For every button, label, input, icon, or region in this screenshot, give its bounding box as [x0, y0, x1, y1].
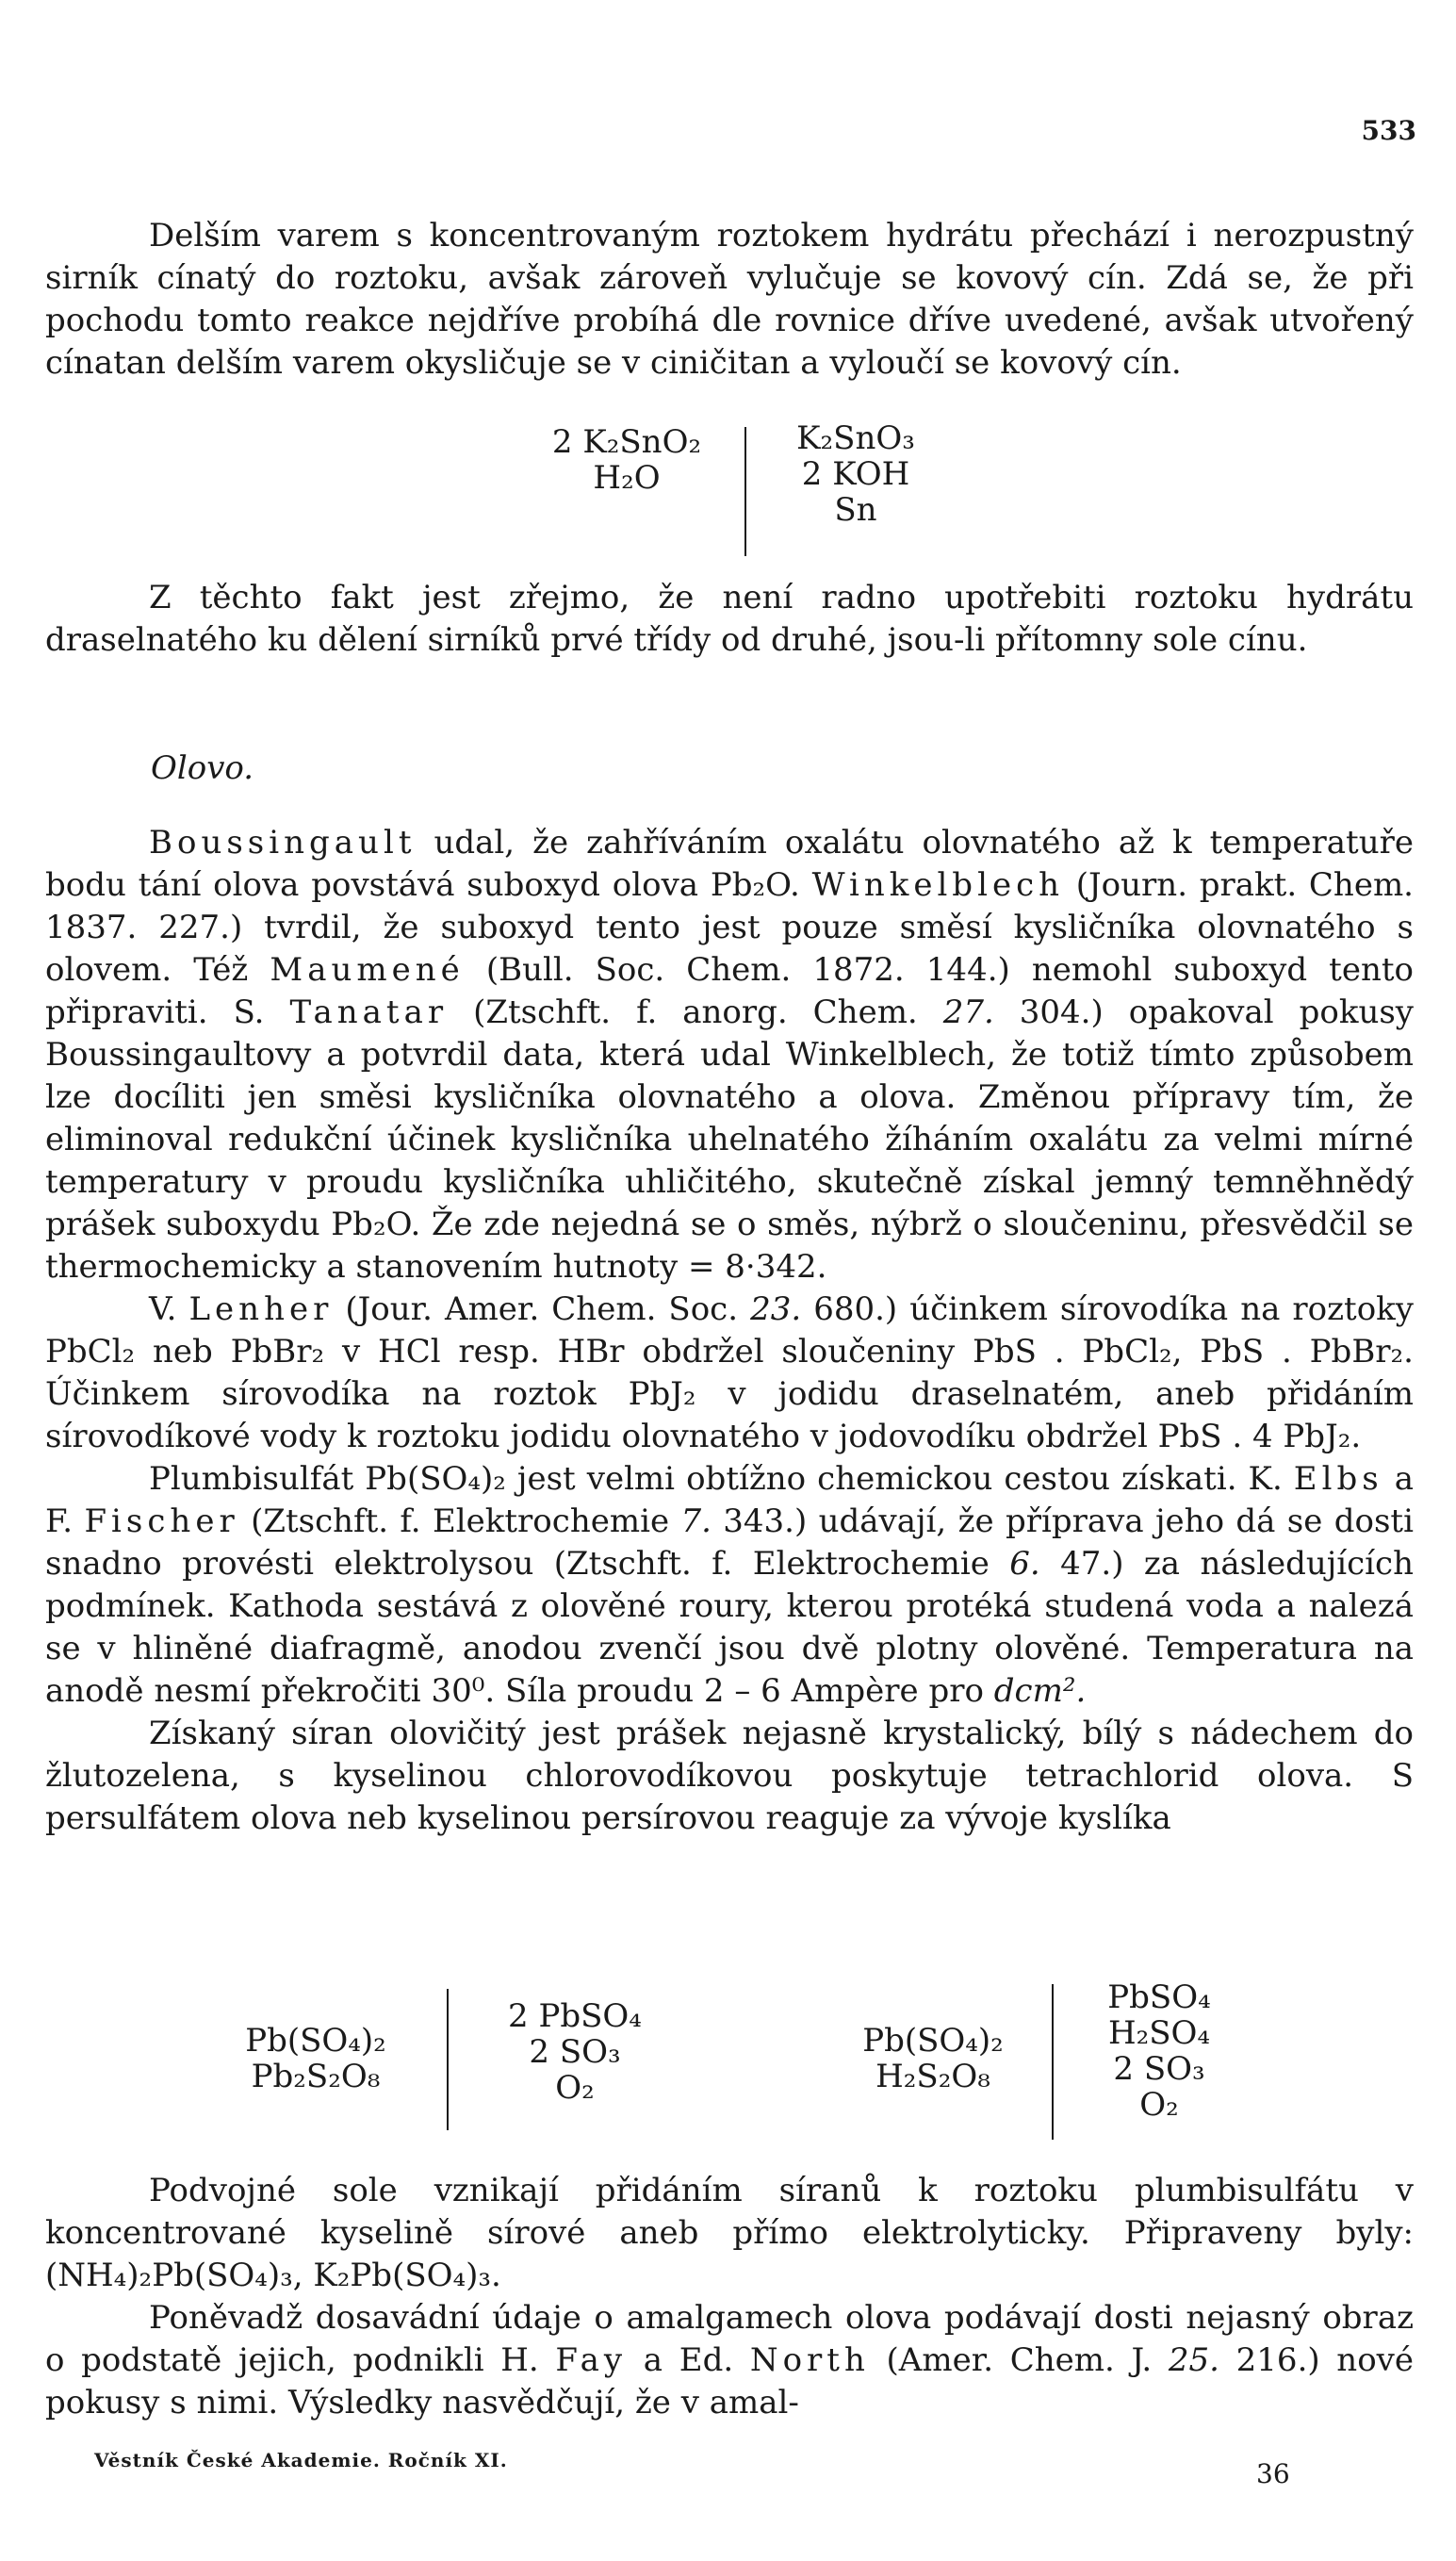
text-block-2 [45, 577, 1414, 662]
paragraph-text: Poněvadž dosavádní údaje o amalgamech olova podávají dosti nejasný obraz o podstatě jejich, podnikli H. [45, 2299, 1414, 2379]
equation-1-left [523, 424, 730, 496]
paragraph-text: (Ztschft. f. anorg. Chem. [448, 993, 943, 1031]
equation-3-left-line: Pb(SO₄)₂ [862, 2022, 1004, 2060]
section-heading: Olovo. [151, 749, 254, 787]
paragraph-text: (Ztschft. f. Elektrochemie [238, 1502, 681, 1540]
paragraph-1: Delším varem s koncentrovaným roztokem hydrátu přechází i nerozpustný sirník cínatý do roztoku, avšak zároveň vylučuje se kovový cín. Zdá se, že při pochodu tomto reakce nejdříve probíhá dle rovnice dříve uvedené, avšak utvořený cínatan delším varem okysličuje se v ciničitan a vyloučí se kovový cín. [45, 217, 1414, 382]
equation-2-left-line: Pb(SO₄)₂ [245, 2022, 386, 2060]
paragraph-text: Plumbisulfát Pb(SO₄)₂ jest velmi obtížno chemickou cestou získati. K. [149, 1460, 1294, 1498]
paragraph-5 [45, 1458, 1414, 1713]
text-block-1 [45, 215, 1414, 385]
paragraph-text: (Bull. Soc. Chem. 1872. 144.) nemohl suboxyd tento připraviti. S. [45, 951, 1414, 1031]
equation-1-left-line: H₂O [593, 459, 661, 497]
equation-1-left-line: 2 K₂SnO₂ [551, 423, 702, 461]
paragraph-text: udal, že zahříváním oxalátu olovnatého až k temperatuře bodu tání olova povstává suboxyd olova Pb₂O. [45, 824, 1414, 904]
equation-3-right-line: PbSO₄ [1107, 1978, 1211, 2016]
author-name: Tanatar [289, 993, 449, 1031]
text-block-4 [45, 2170, 1414, 2424]
equation-2-divider [447, 1989, 449, 2130]
paragraph-7: Podvojné sole vznikají přidáním síranů k roztoku plumbisulfátu v koncentrované kyselině sírové aneb přímo elektrolyticky. Připraveny byly: (NH₄)₂Pb(SO₄)₃, K₂Pb(SO₄)₃. [45, 2172, 1414, 2294]
equation-1-right-line: 2 KOH [801, 455, 910, 493]
paragraph-text: V. [149, 1290, 189, 1328]
author-name: North [749, 2341, 870, 2379]
paragraph-text: 47.) za následujících podmínek. Kathoda sestává z olověné roury, kterou protéká studená voda a nalezá se v hliněné diafragmě, anodou zvenčí jsou dvě plotny olověné. Temperatura na anodě nesmí překročiti 30⁰. Síla proudu 2 – 6 Ampère pro [45, 1545, 1414, 1710]
paragraph-3 [45, 822, 1414, 1289]
equation-2-left-line: Pb₂S₂O₈ [251, 2058, 381, 2095]
paragraph-text: 343.) udávají, že příprava jeho dá se dosti snadno provésti elektrolysou (Ztschft. f. Elektrochemie [45, 1502, 1414, 1583]
equation-1-right-line: K₂SnO₃ [796, 419, 915, 457]
equation-2-right-line: 2 SO₃ [529, 2033, 621, 2071]
volume-number: 6. [1009, 1545, 1040, 1583]
paragraph-text: 680.) účinkem sírovodíka na roztoky PbCl₂ neb PbBr₂ v HCl resp. HBr obdržel sloučeniny PbS . PbCl₂, PbS . PbBr₂. Účinkem sírovodíka na roztok PbJ₂ v jodidu draselnatém, aneb přidáním sírovodíkové vody k roztoku jodidu olovnatého v jodovodíku obdržel PbS . 4 PbJ₂. [45, 1290, 1414, 1455]
author-name: Maumené [270, 951, 465, 989]
volume-number: 25. [1168, 2341, 1219, 2379]
equation-3-left [829, 2023, 1037, 2094]
paragraph-text: a Ed. [627, 2341, 750, 2379]
paragraph-text: (Jour. Amer. Chem. Soc. [333, 1290, 751, 1328]
footer-sheet-number: 36 [1256, 2458, 1290, 2489]
equation-3-right-line: 2 SO₃ [1113, 2050, 1205, 2088]
author-name: Lenher [188, 1290, 334, 1328]
paragraph-8 [45, 2297, 1414, 2424]
equation-2-right [481, 1998, 669, 2106]
page-number: 533 [1361, 115, 1416, 146]
equation-2-left [212, 2023, 419, 2094]
equation-2-right-line: O₂ [555, 2069, 595, 2107]
equation-2-right-line: 2 PbSO₄ [508, 1997, 642, 2035]
equation-3-right-line: O₂ [1139, 2086, 1179, 2124]
paragraph-4 [45, 1289, 1414, 1458]
author-name: Elbs [1293, 1460, 1383, 1498]
equation-1-right [771, 420, 941, 528]
equation-1-divider [744, 427, 746, 556]
author-name: Fay [555, 2341, 628, 2379]
footer-journal: Věstník České Akademie. Ročník XI. [94, 2449, 508, 2471]
volume-number: 7. [680, 1502, 712, 1540]
paragraph-6: Získaný síran olovičitý jest prášek nejasně krystalický, bílý s nádechem do žlutozelena, s kyselinou chlorovodíkovou poskytuje tetrachlorid olova. S persulfátem olova neb kyselinou persírovou reaguje za vývoje kyslíka [45, 1715, 1414, 1837]
equation-3-left-line: H₂S₂O₈ [875, 2058, 990, 2095]
paragraph-text: 216.) nové pokusy s nimi. Výsledky nasvědčují, že v amal- [45, 2341, 1414, 2421]
volume-number: 27. [942, 993, 994, 1031]
paragraph-text: 304.) opakoval pokusy Boussingaultovy a potvrdil data, která udal Winkelblech, že totiž tímto způsobem lze docíliti jen směsi kysličníka olovnatého a olova. Změnou přípravy tím, že eliminoval redukční účinek kysličníka uhelnatého žíháním oxalátu za velmi mírné temperatury v proudu kysličníka uhličitého, skutečně získal jemný temněhnědý prášek suboxydu Pb₂O. Že zde nejedná se o směs, nýbrž o sloučeninu, přesvědčil se thermochemicky a stanovením hutnoty = 8·342. [45, 993, 1415, 1286]
unit: dcm². [993, 1672, 1087, 1710]
author-name: Winkelblech [811, 866, 1065, 904]
paragraph-text: (Journ. prakt. Chem. 1837. 227.) tvrdil, že suboxyd tento jest pouze směsí kysličníka olovnatého s olovem. Též [45, 866, 1414, 989]
equation-1-right-line: Sn [834, 491, 877, 529]
text-block-3 [45, 822, 1414, 1840]
paragraph-text: a F. [45, 1460, 1415, 1540]
equation-3-right [1074, 1979, 1244, 2123]
equation-3-divider [1052, 1984, 1054, 2140]
author-name: Fischer [84, 1502, 239, 1540]
author-name: Boussingault [149, 824, 417, 862]
equation-3-right-line: H₂SO₄ [1107, 2014, 1211, 2052]
paragraph-2: Z těchto fakt jest zřejmo, že není radno upotřebiti roztoku hydrátu draselnatého ku dělení sirníků prvé třídy od druhé, jsou-li přítomny sole cínu. [45, 579, 1414, 659]
paragraph-text: (Amer. Chem. J. [869, 2341, 1169, 2379]
volume-number: 23. [750, 1290, 802, 1328]
